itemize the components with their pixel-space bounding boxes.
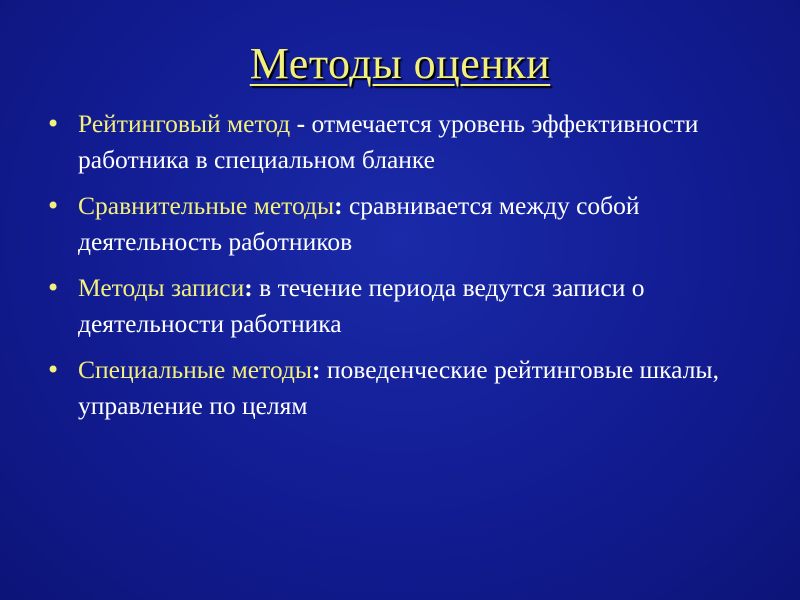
bullet-description: сравнивается между собой деятельность работников (78, 191, 640, 256)
bullet-dot-icon: • (46, 274, 61, 302)
bullet-separator: : (244, 273, 260, 302)
bullet-description: поведенческие рейтинговые шкалы, управление по целям (78, 355, 719, 420)
bullet-item-rating-method (44, 106, 764, 178)
bullet-term: Специальные методы (78, 355, 313, 384)
bullet-dot-icon: • (46, 110, 61, 138)
slide-title: Методы оценки (249, 39, 551, 88)
bullet-item-recording-methods (44, 270, 764, 342)
bullet-term: Рейтинговый метод (78, 109, 291, 138)
bullet-item-special-methods (44, 352, 764, 424)
bullet-separator: : (334, 191, 349, 220)
bullet-term: Сравнительные методы (78, 191, 335, 220)
bullet-description: в течение периода ведутся записи о деятельности работника (78, 273, 645, 338)
bullet-description: отмечается уровень эффективности работника в специальном бланке (78, 109, 699, 174)
bullet-separator: : (312, 355, 327, 384)
bullet-term: Методы записи (78, 273, 245, 302)
bullet-dot-icon: • (46, 356, 61, 384)
bullet-list (44, 106, 764, 434)
bullet-dot-icon: • (46, 192, 61, 220)
bullet-item-comparative-methods (44, 188, 764, 260)
bullet-separator: - (290, 109, 312, 138)
